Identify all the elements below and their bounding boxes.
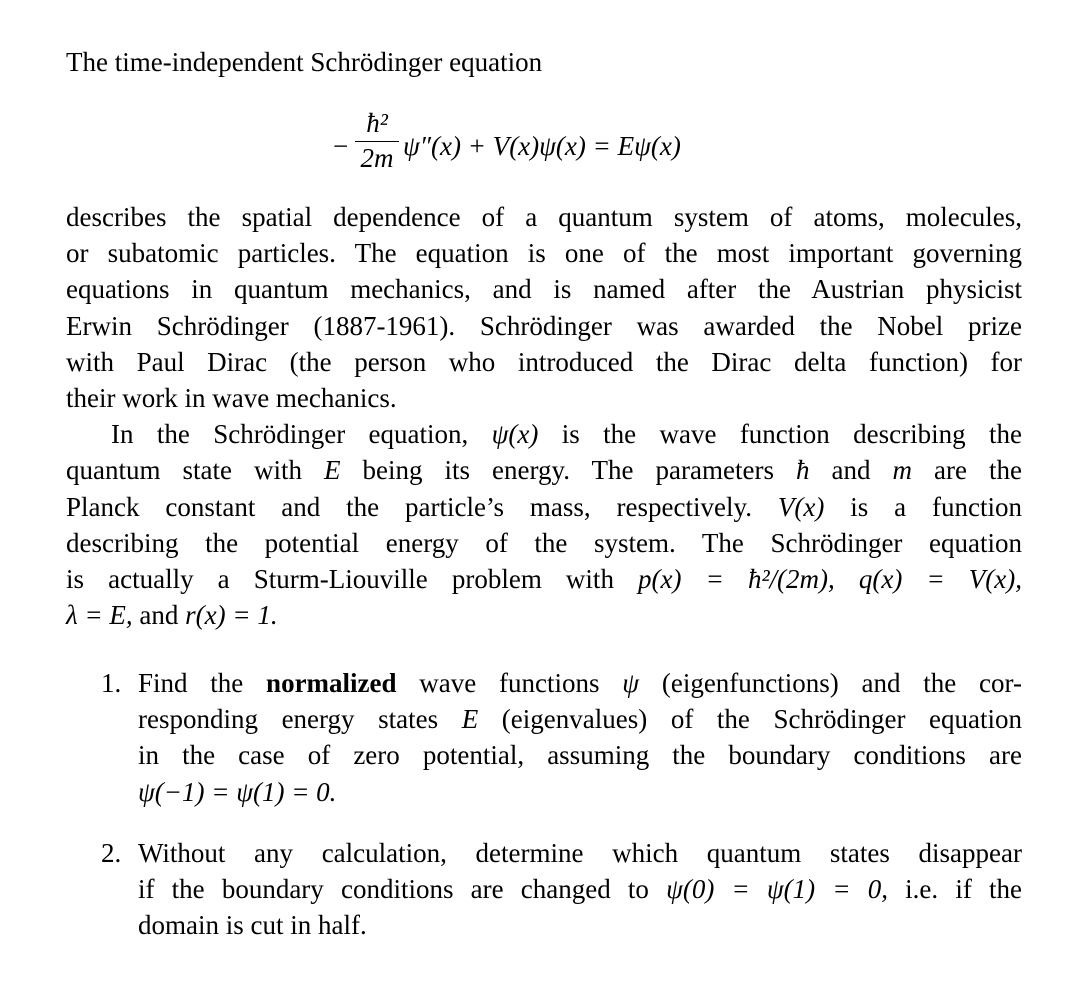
paragraph-2-line: describing the potential energy of the system. The Schrödinger equation bbox=[66, 527, 1022, 558]
question-line: domain is cut in half. bbox=[138, 910, 367, 941]
paragraph-1-line: Erwin Schrödinger (1887-1961). Schrödinger was awarded the Nobel prize bbox=[66, 310, 1022, 341]
paragraph-2-line bbox=[66, 561, 1022, 597]
paragraph-2-line bbox=[66, 452, 1022, 488]
p2-text: In the Schrödinger equation, bbox=[111, 419, 492, 450]
p2-text: being its energy. The parameters bbox=[340, 455, 796, 486]
equation-fraction bbox=[355, 107, 399, 175]
p2-math-m: m bbox=[892, 455, 913, 486]
question-line bbox=[138, 701, 1022, 737]
q2-text: if the boundary conditions are changed to bbox=[138, 873, 667, 904]
q1-text: (eigenvalues) of the Schrödinger equation bbox=[478, 704, 1023, 735]
question-line bbox=[138, 871, 1022, 907]
p2-math-psi: ψ(x) bbox=[491, 419, 539, 450]
q2-math-cond: ψ(0) = ψ(1) = 0, bbox=[666, 873, 888, 904]
question-item-1 bbox=[66, 665, 1022, 810]
paragraph-2-line bbox=[66, 597, 1022, 633]
p2-text: are the bbox=[912, 455, 1022, 486]
paragraph-1 bbox=[66, 199, 1022, 633]
q2-text: i.e. if the bbox=[888, 873, 1022, 904]
question-line bbox=[138, 665, 1022, 701]
question-line: Without any calculation, determine which quantum states disappear bbox=[138, 837, 1022, 868]
q1-bold: normalized bbox=[266, 668, 397, 698]
p2-math-pq: p(x) = ħ²/(2m), q(x) = V(x), bbox=[638, 563, 1022, 594]
p2-math-V: V(x) bbox=[777, 491, 825, 522]
question-line: in the case of zero potential, assuming the boundary conditions are bbox=[138, 740, 1022, 771]
p2-math-hbar: ħ bbox=[796, 455, 810, 486]
schrodinger-equation bbox=[333, 107, 773, 187]
q1-math-E: E bbox=[461, 704, 479, 735]
q1-text: Find the bbox=[138, 668, 267, 698]
fraction-numerator: ħ² bbox=[366, 108, 388, 138]
paragraph-1-line: their work in wave mechanics. bbox=[66, 382, 397, 413]
paragraph-2-line bbox=[66, 489, 1022, 525]
paragraph-1-line: describes the spatial dependence of a quantum system of atoms, molecules, bbox=[66, 202, 1022, 232]
p2-math-lambda: λ = E, bbox=[66, 600, 133, 631]
paragraph-1-line: equations in quantum mechanics, and is named after the Austrian physicist bbox=[66, 274, 1022, 305]
fraction-denominator: 2m bbox=[360, 143, 394, 173]
p2-text: is actually a Sturm-Liouville problem with bbox=[66, 563, 639, 594]
equation-rest: ψ″(x) + V(x)ψ(x) = Eψ(x) bbox=[403, 131, 681, 161]
q1-text: responding energy states bbox=[138, 704, 462, 735]
p2-text: Planck constant and the particle’s mass, respectively. bbox=[66, 491, 778, 522]
question-number: 2. bbox=[101, 837, 122, 868]
q1-text: wave functions bbox=[396, 668, 623, 698]
question-number: 1. bbox=[101, 668, 122, 698]
p2-text: and bbox=[809, 455, 893, 486]
p2-text: quantum state with bbox=[66, 455, 325, 486]
paragraph-1-line: or subatomic particles. The equation is one of the most important governing bbox=[66, 238, 1022, 269]
question-line: ψ(−1) = ψ(1) = 0. bbox=[138, 776, 337, 807]
p2-math-E: E bbox=[324, 455, 341, 486]
p2-text: is a function bbox=[824, 491, 1022, 522]
q1-math-psi: ψ bbox=[622, 668, 640, 698]
question-list bbox=[66, 665, 1022, 943]
equation-minus: − bbox=[333, 131, 349, 161]
question-item-2 bbox=[66, 835, 1022, 944]
intro-text: The time-independent Schrödinger equation bbox=[66, 47, 543, 77]
p2-text: is the wave function describing the bbox=[538, 419, 1022, 450]
p2-math-r: r(x) = 1. bbox=[185, 600, 278, 631]
paragraph-2-line bbox=[66, 416, 1022, 452]
p2-text: and bbox=[132, 600, 186, 631]
q1-text: (eigenfunctions) and the cor- bbox=[639, 668, 1022, 698]
paragraph-1-line: with Paul Dirac (the person who introduced the Dirac delta function) for bbox=[66, 346, 1022, 377]
